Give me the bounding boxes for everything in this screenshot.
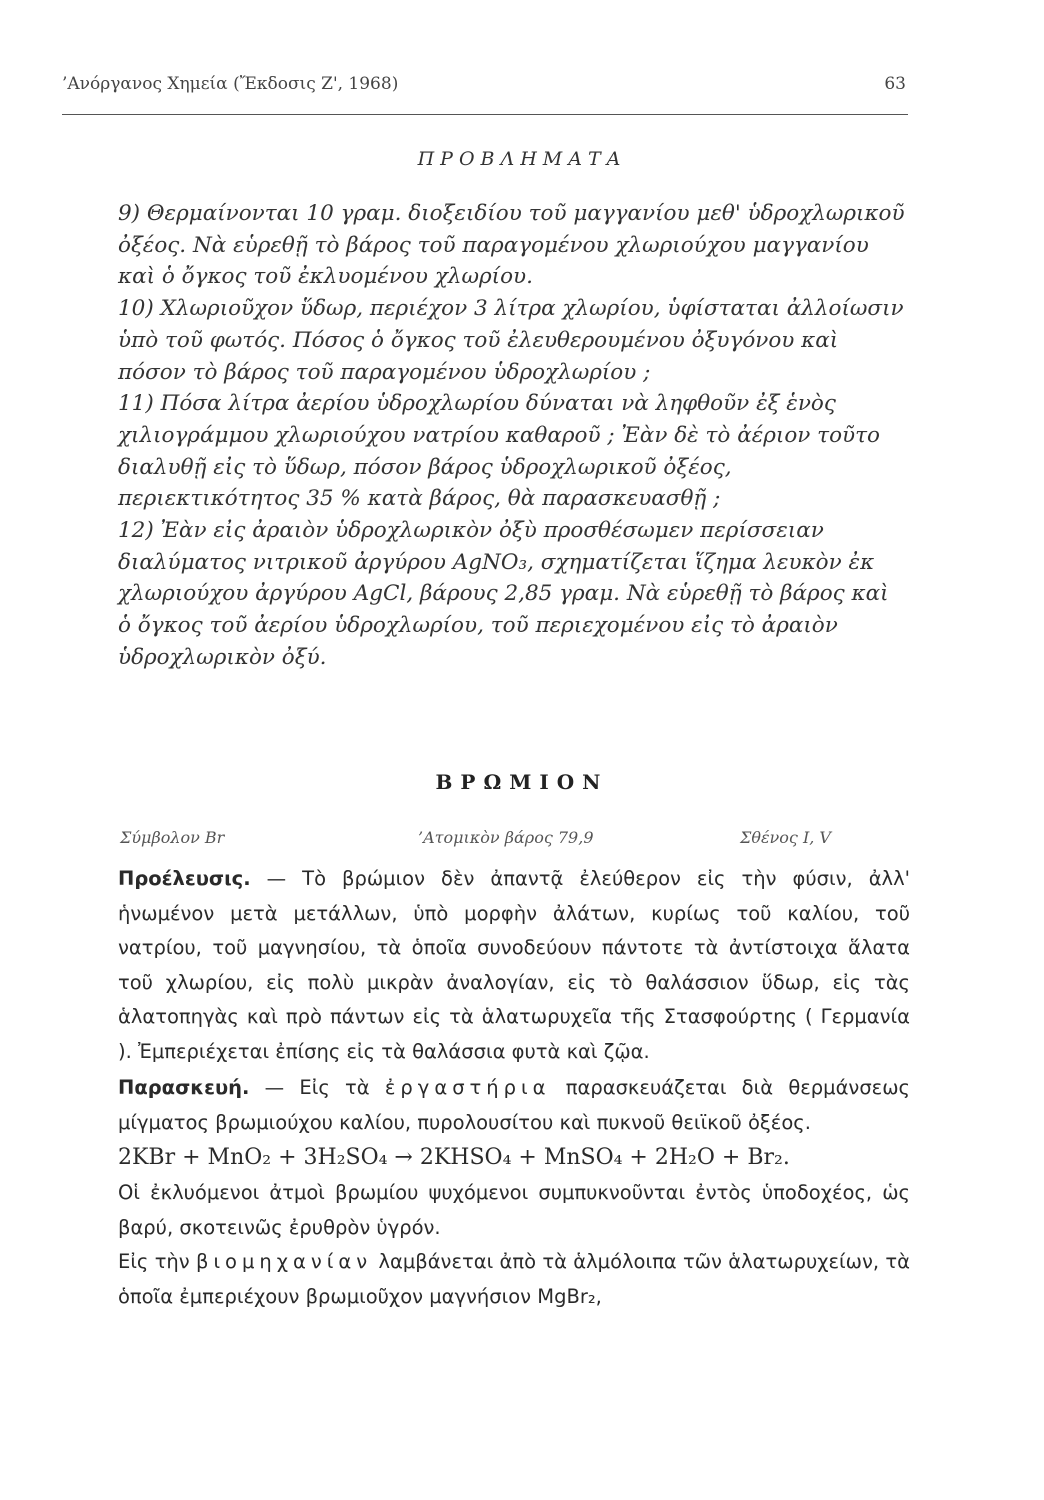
problems-list [118,198,908,674]
chemical-equation: 2KBr + MnO₂ + 3H₂SO₄ → 2KHSO₄ + MnSO₄ + 2H₂O + Br₂. [118,1145,790,1170]
industry-text: λαμβάνεται ἀπὸ τὰ ἁλμόλοιπα τῶν ἁλατωρυχείων, τὰ ὁποῖα ἐμπεριέχουν βρωμιοῦχον μαγνήσιον MgBr₂, [118,1250,910,1308]
preparation-paragraph [118,1071,910,1140]
header-rule [62,114,908,115]
problem-text: Ἐὰν εἰς ἀραιὸν ὑδροχλωρικὸν ὀξὺ προσθέσωμεν περίσσειαν διαλύματος νιτρικοῦ ἀργύρου AgNO₃, σχηματίζεται ἵζημα λευκὸν ἐκ χλωριούχου ἀργύρου AgCl, βάρους 2,85 γραμ. Νὰ εὑρεθῇ τὸ βάρος καὶ ὁ ὄγκος τοῦ ἀερίου ὑδροχλωρίου, τοῦ περιεχομένου εἰς τὸ ἀραιὸν ὑδροχλωρικὸν ὀξύ. [118,518,889,670]
problem-text: Θερμαίνονται 10 γραμ. διοξειδίου τοῦ μαγγανίου μεθ' ὑδροχλωρικοῦ ὀξέος. Νὰ εὑρεθῇ τὸ βάρος τοῦ παραγομένου χλωριούχου μαγγανίου καὶ ὁ ὄγκος τοῦ ἐκλυομένου χλωρίου. [118,201,905,290]
element-description [118,862,910,1314]
element-atomic-weight: ’Ατομικὸν βάρος 79,9 [418,828,594,847]
origin-heading: Προέλευσις. [118,867,251,890]
preparation-spaced-word: ἐργαστήρια [384,1076,551,1099]
industry-spaced-word: βιομηχανίαν [196,1250,373,1273]
problem-number: 10) [118,296,154,322]
origin-text: — Τὸ βρώμιον δὲν ἀπαντᾷ ἐλεύθερον εἰς τὴν φύσιν, ἀλλ' ἡνωμένον μετὰ μετάλλων, ὑπὸ μορφὴν ἀλάτων, κυρίως τοῦ καλίου, τοῦ νατρίου, τοῦ μαγνησίου, τὰ ὁποῖα συνοδεύουν πάντοτε τὰ ἀντίστοιχα ἅλατα τοῦ χλωρίου, εἰς πολὺ μικρὰν ἀναλογίαν, εἰς τὸ θαλάσσιον ὕδωρ, εἰς τὰς ἁλατοπηγὰς καὶ πρὸ πάντων εἰς τὰ ἁλατωρυχεῖα τῆς Στασφούρτης ( Γερμανία ). Ἐμπεριέχεται ἐπίσης εἰς τὰ θαλάσσια φυτὰ καὶ ζῷα. [118,867,910,1063]
running-header [62,74,906,94]
problem-item [118,388,908,515]
problem-text: Πόσα λίτρα ἀερίου ὑδροχλωρίου δύναται νὰ ληφθοῦν ἐξ ἑνὸς χιλιογράμμου χλωριούχου νατρίου καθαροῦ ; Ἐὰν δὲ τὸ ἀέριον τοῦτο διαλυθῇ εἰς τὸ ὕδωρ, πόσον βάρος ὑδροχλωρικοῦ ὀξέος, περιεκτικότητος 35 % κατὰ βάρος, θὰ παρασκευασθῇ ; [118,391,880,512]
problem-item [118,198,908,293]
origin-paragraph [118,862,910,1069]
preparation-text: παρασκευάζεται διὰ θερμάνσεως μίγματος βρωμιούχου καλίου, πυρολουσίτου καὶ πυκνοῦ θειϊκοῦ ὀξέος. [118,1076,910,1134]
problem-number: 12) [118,518,154,544]
element-valence: Σθένος I, V [740,828,831,847]
preparation-heading: Παρασκευή. [118,1076,250,1099]
industry-paragraph [118,1245,910,1314]
problem-item [118,293,908,388]
element-symbol: Σύμβολον Br [120,828,225,847]
running-title: ’Ανόργανος Χημεία (Ἔκδοσις Ζ', 1968) [62,74,399,94]
problems-title: ΠΡΟΒΛΗΜΑΤΑ [417,148,627,170]
element-title: ΒΡΩΜΙΟΝ [435,770,609,794]
problem-text: Χλωριοῦχον ὕδωρ, περιέχον 3 λίτρα χλωρίου, ὑφίσταται ἀλλοίωσιν ὑπὸ τοῦ φωτός. Πόσος ὁ ὄγκος τοῦ ἐλευθερουμένου ὀξυγόνου καὶ πόσον τὸ βάρος τοῦ παραγομένου ὑδροχλωρίου ; [118,296,904,385]
problem-number: 9) [118,201,141,226]
page-number: 63 [884,74,906,94]
condensation-paragraph: Οἱ ἐκλυόμενοι ἀτμοὶ βρωμίου ψυχόμενοι συμπυκνοῦνται ἐντὸς ὑποδοχέος, ὡς βαρύ, σκοτεινῶς ἐρυθρὸν ὑγρόν. [118,1181,910,1239]
industry-intro: Εἰς τὴν [118,1250,197,1273]
problem-number: 11) [118,391,154,417]
problem-item [118,515,908,674]
preparation-intro: — Εἰς τὰ [249,1076,385,1099]
